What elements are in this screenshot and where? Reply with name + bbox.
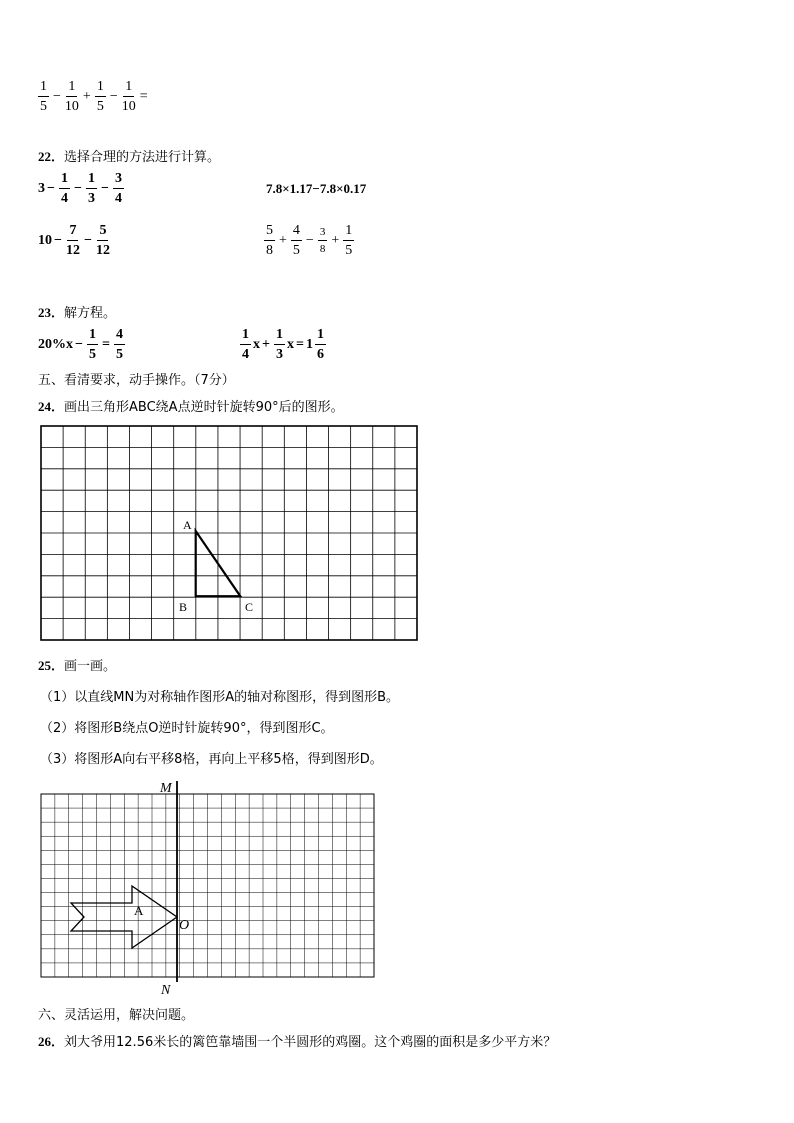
operator: − [100, 181, 109, 196]
fraction: $\frac{7}{12}$ [65, 223, 80, 258]
expression-text: 7.8×1.17−7.8×0.17 [266, 181, 367, 196]
item-text: （1）以直线MN为对称轴作图形A的轴对称图形，得到图形B。 [40, 690, 400, 705]
point-a-label: A [183, 518, 192, 532]
variable: x [286, 337, 294, 352]
section-5-heading [38, 369, 235, 388]
question-number: 22． [38, 149, 65, 164]
point-c-label: C [245, 600, 254, 614]
grid-lines [41, 426, 417, 640]
grid-lines [41, 794, 374, 977]
fraction: $\frac{3}{4}$ [114, 171, 122, 206]
fraction: $\frac{5}{12}$ [95, 223, 110, 258]
operator: − [109, 89, 118, 104]
question-prompt: 选择合理的方法进行计算。 [64, 150, 221, 165]
fraction: $\frac{1}{5}$ [345, 223, 353, 258]
fraction: $\frac{1}{3}$ [87, 171, 95, 206]
question-prompt: 画出三角形ABC绕A点逆时针旋转90°后的图形。 [64, 400, 344, 415]
question-number: 26． [38, 1034, 65, 1049]
section-title: 五、看清要求，动手操作。（7分） [38, 373, 235, 388]
equals-sign: = [101, 337, 110, 352]
section-6-heading [38, 1004, 194, 1023]
leading-number: 3 [38, 181, 45, 196]
question-23 [38, 302, 116, 321]
leading-term: 20%x [38, 337, 73, 352]
point-m-label: M [160, 781, 172, 796]
question-26 [38, 1031, 556, 1050]
fraction: $\frac{5}{8}$ [266, 223, 273, 258]
question-prompt: 画一画。 [64, 659, 117, 674]
q25-item-3 [40, 748, 383, 767]
q22-expression-2 [266, 181, 366, 197]
fraction: $\frac{3}{8}$ [319, 226, 326, 255]
point-n-label: N [161, 983, 171, 997]
q22-expression-4 [262, 224, 356, 258]
operator: − [73, 181, 82, 196]
top-expression [36, 80, 150, 114]
fraction: $\frac{4}{5}$ [115, 327, 123, 362]
fraction: $\frac{1}{10}$ [64, 79, 79, 114]
item-text: （2）将图形B绕点O逆时针旋转90°，得到图形C。 [40, 721, 334, 736]
operator: − [75, 337, 83, 352]
q22-expression-3 [38, 224, 112, 258]
fraction: $\frac{1}{5}$ [88, 327, 96, 362]
fraction: $\frac{1}{3}$ [275, 327, 283, 362]
operator: − [54, 233, 62, 248]
fraction: $\frac{1}{5}$ [40, 79, 47, 114]
operator: + [279, 233, 287, 248]
figure-a-label: A [134, 903, 144, 918]
point-b-label: B [179, 600, 188, 614]
operator: + [331, 233, 340, 248]
question-22 [38, 146, 220, 165]
point-o-label: O [179, 918, 190, 933]
whole-part: 1 [305, 337, 313, 352]
leading-number: 10 [38, 233, 52, 248]
question-prompt: 解方程。 [64, 306, 117, 321]
fraction: $\frac{4}{5}$ [292, 223, 300, 258]
question-24 [38, 396, 344, 415]
q23-equation-1 [38, 328, 127, 362]
question-number: 23． [38, 305, 65, 320]
section-title: 六、灵活运用，解决问题。 [38, 1008, 195, 1023]
operator: − [83, 233, 92, 248]
fraction: $\frac{1}{10}$ [121, 79, 136, 114]
operator: + [82, 89, 91, 104]
operator: − [53, 89, 61, 104]
item-text: （3）将图形A向右平移8格，再向上平移5格，得到图形D。 [40, 752, 383, 767]
q23-equation-2 [238, 328, 328, 362]
question-number: 24． [38, 399, 65, 414]
question-number: 25． [38, 658, 65, 673]
question-25 [38, 655, 116, 674]
fraction: $\frac{1}{4}$ [242, 327, 249, 362]
equals-sign: = [139, 89, 148, 104]
operator: − [47, 181, 55, 196]
q25-grid-figure [36, 775, 381, 997]
fraction: $\frac{1}{6}$ [316, 327, 324, 362]
operator: − [305, 233, 314, 248]
fraction: $\frac{1}{4}$ [60, 171, 68, 206]
equals-sign: = [295, 337, 304, 352]
q24-grid-figure [40, 425, 420, 643]
q25-item-2 [40, 717, 334, 736]
mixed-number [306, 328, 328, 362]
q25-item-1 [40, 686, 399, 705]
operator: + [262, 337, 270, 352]
fraction: $\frac{1}{5}$ [96, 79, 104, 114]
variable: x [253, 337, 260, 352]
question-prompt: 刘大爷用12.56米长的篱笆靠墙围一个半圆形的鸡圈。这个鸡圈的面积是多少平方米？ [64, 1035, 557, 1050]
q22-expression-1 [38, 172, 126, 206]
